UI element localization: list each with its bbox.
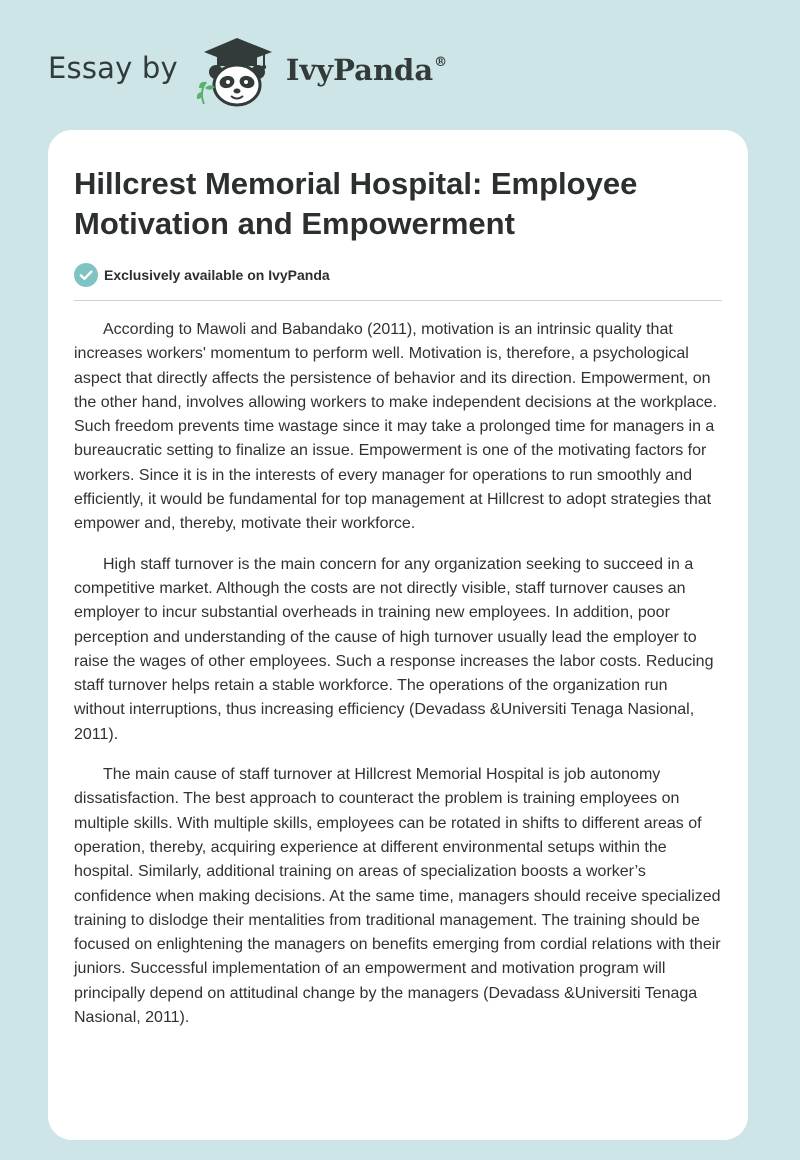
essay-paragraph-1: According to Mawoli and Babandako (2011), motivation is an intrinsic quality that increases workers' momentum to perform well. Motivation is, therefore, a psychological aspect that directly affects the persistence of behavior and its direction. Empowerment, on the other hand, involves allowing workers to make independent decisions at the workplace. Such freedom prevents time wastage since it may take a prolonged time for managers in a bureaucratic setting to finalize an issue. Empowerment is one of the motivating factors for workers. Since it is in the interests of every manager for operations to run smoothly and efficiently, it would be fundamental for top management at Hillcrest to adopt strategies that empower and, thereby, motivate their workforce. — [74, 321, 718, 533]
brand-prefix: Essay by — [48, 51, 178, 85]
essay-paragraph-2: High staff turnover is the main concern for any organization seeking to succeed in a competitive market. Although the costs are not directly visible, staff turnover causes an employer to incur substantial overheads in training new employees. In addition, poor perception and understanding of the cause of high turnover usually lead the employer to raise the wages of other employees. Such a response increases the labor costs. Reducing staff turnover helps retain a stable workforce. The operations of the organization run without interruptions, thus increasing efficiency (Devadass &Universiti Tenaga Nasional, 2011). — [74, 555, 714, 743]
brand-header — [48, 36, 447, 106]
check-circle-icon — [74, 263, 98, 287]
brand-name: IvyPanda® — [285, 53, 448, 87]
title-divider — [74, 300, 722, 301]
ivypanda-logo-icon — [194, 34, 280, 108]
exclusive-badge — [74, 262, 722, 288]
exclusive-badge-label: Exclusively available on IvyPanda — [104, 267, 330, 283]
essay-title: Hillcrest Memorial Hospital: Employee Motivation and Empowerment — [74, 166, 638, 241]
essay-paragraph-3: The main cause of staff turnover at Hillcrest Memorial Hospital is job autonomy dissatisfaction. The best approach to counteract the problem is training employees on multiple skills. With multiple skills, employees can be rotated in shifts to different areas of operation, thereby, acquiring experience at different environmental setups within the hospital. Similarly, additional training on areas of specialization boosts a worker’s confidence when making decisions. At the same time, managers should receive specialized training to dislodge their mentalities from traditional management. The training should be focused on enlightening the managers on benefits emerging from cordial relations with their juniors. Successful implementation of an empowerment and motivation program will principally depend on attitudinal change by the managers (Devadass &Universiti Tenaga Nasional, 2011). — [74, 766, 721, 1027]
essay-body — [74, 318, 722, 1030]
essay-card — [48, 130, 748, 1140]
